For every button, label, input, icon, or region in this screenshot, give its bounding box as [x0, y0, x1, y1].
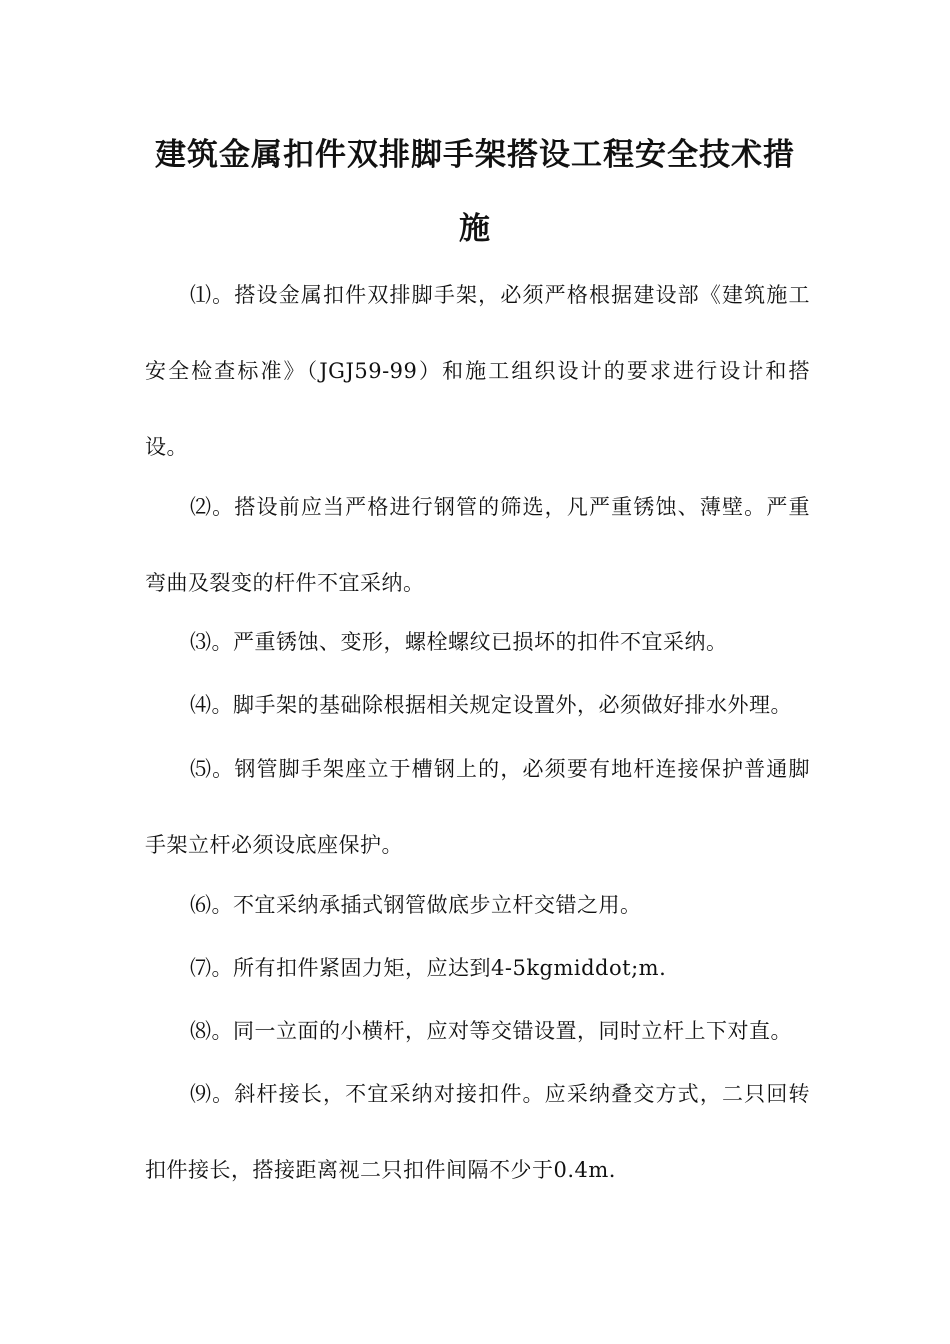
paragraph-1: ⑴。搭设金属扣件双排脚手架，必须严格根据建设部《建筑施工安全检查标准》（JGJ59-99）和施工组织设计的要求进行设计和搭设。: [145, 283, 810, 459]
paragraph-6: ⑹。不宜采纳承插式钢管做底步立杆交错之用。: [190, 893, 642, 917]
paragraph-3: ⑶。严重锈蚀、变形，螺栓螺纹已损坏的扣件不宜采纳。: [190, 630, 728, 654]
paragraph-4: ⑷。脚手架的基础除根据相关规定设置外，必须做好排水外理。: [190, 693, 792, 717]
document-title: 建筑金属扣件双排脚手架搭设工程安全技术措施: [155, 137, 795, 247]
paragraph-8: ⑻。同一立面的小横杆，应对等交错设置，同时立杆上下对直。: [190, 1019, 792, 1043]
paragraph-7: ⑺。所有扣件紧固力矩，应达到4-5kgmiddot;m.: [190, 956, 667, 980]
paragraph-2: ⑵。搭设前应当严格进行钢管的筛选，凡严重锈蚀、薄壁。严重弯曲及裂变的杆件不宜采纳。: [145, 495, 810, 595]
paragraph-9: ⑼。斜杆接长，不宜采纳对接扣件。应采纳叠交方式，二只回转扣件接长，搭接距离视二只扣件间隔不少于0.4m.: [145, 1082, 810, 1182]
paragraph-5: ⑸。钢管脚手架座立于槽钢上的，必须要有地杆连接保护普通脚手架立杆必须设底座保护。: [145, 757, 810, 857]
